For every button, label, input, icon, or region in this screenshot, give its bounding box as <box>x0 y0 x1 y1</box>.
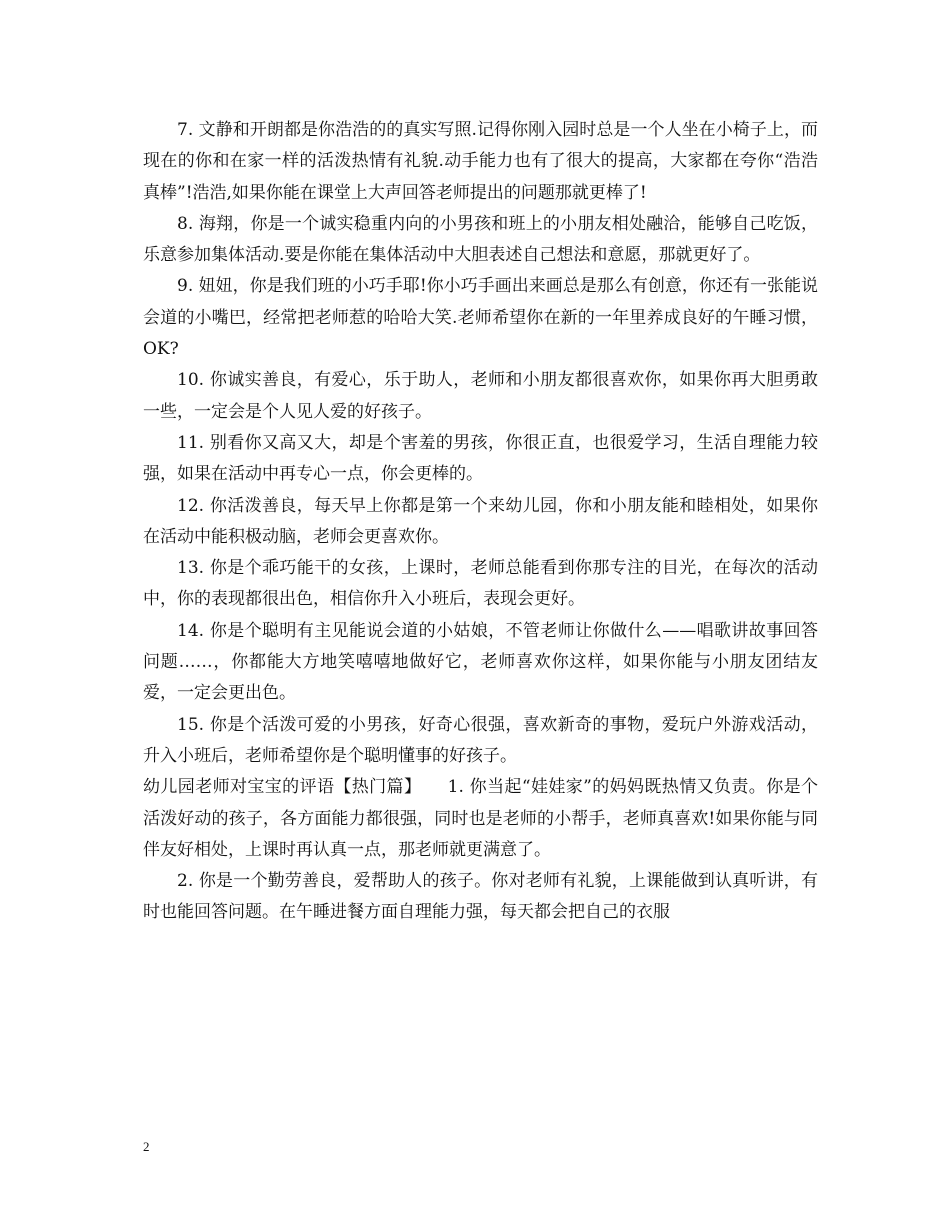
section-heading-paragraph: 幼儿园老师对宝宝的评语【热门篇】 1. 你当起“娃娃家”的妈妈既热情又负责。你是个活泼好动的孩子，各方面能力都很强，同时也是老师的小帮手，老师真喜欢!如果你能与同伴友好相处，上课时再认真一点，那老师就更满意了。 <box>143 777 818 860</box>
paragraph-12: 12. 你活泼善良，每天早上你都是第一个来幼儿园，你和小朋友能和睦相处，如果你在活动中能积极动脑，老师会更喜欢你。 <box>143 495 818 547</box>
paragraph-2: 2. 你是一个勤劳善良，爱帮助人的孩子。你对老师有礼貌，上课能做到认真听讲，有时也能回答问题。在午睡进餐方面自理能力强，每天都会把自己的衣服 <box>143 871 818 923</box>
paragraph-14: 14. 你是个聪明有主见能说会道的小姑娘，不管老师让你做什么——唱歌讲故事回答问题……，你都能大方地笑嘻嘻地做好它，老师喜欢你这样，如果你能与小朋友团结友爱，一定会更出色。 <box>143 620 818 704</box>
paragraph-8: 8. 海翔，你是一个诚实稳重内向的小男孩和班上的小朋友相处融洽，能够自己吃饭，乐意参加集体活动.要是你能在集体活动中大胆表述自己想法和意愿，那就更好了。 <box>143 213 818 266</box>
page-number: 2 <box>143 1139 150 1154</box>
paragraph-9: 9. 妞妞，你是我们班的小巧手耶!你小巧手画出来画总是那么有创意，你还有一张能说会道的小嘴巴，经常把老师惹的哈哈大笑.老师希望你在新的一年里养成良好的午睡习惯，OK? <box>143 276 818 360</box>
paragraph-15: 15. 你是个活泼可爱的小男孩，好奇心很强，喜欢新奇的事物，爱玩户外游戏活动，升入小班后，老师希望你是个聪明懂事的好孩子。 <box>143 714 818 766</box>
paragraph-11: 11. 别看你又高又大，却是个害羞的男孩，你很正直，也很爱学习，生活自理能力较强，如果在活动中再专心一点，你会更棒的。 <box>143 432 818 485</box>
paragraph-7: 7. 文静和开朗都是你浩浩的的真实写照.记得你刚入园时总是一个人坐在小椅子上，而现在的你和在家一样的活泼热情有礼貌.动手能力也有了很大的提高，大家都在夸你“浩浩真棒”!浩浩,如果你能在课堂上大声回答老师提出的问题那就更棒了! <box>143 120 818 203</box>
paragraph-10: 10. 你诚实善良，有爱心，乐于助人，老师和小朋友都很喜欢你，如果你再大胆勇敢一些，一定会是个人见人爱的好孩子。 <box>143 370 818 422</box>
paragraph-13: 13. 你是个乖巧能干的女孩，上课时，老师总能看到你那专注的目光，在每次的活动中，你的表现都很出色，相信你升入小班后，表现会更好。 <box>143 558 818 610</box>
document-body <box>143 115 818 929</box>
